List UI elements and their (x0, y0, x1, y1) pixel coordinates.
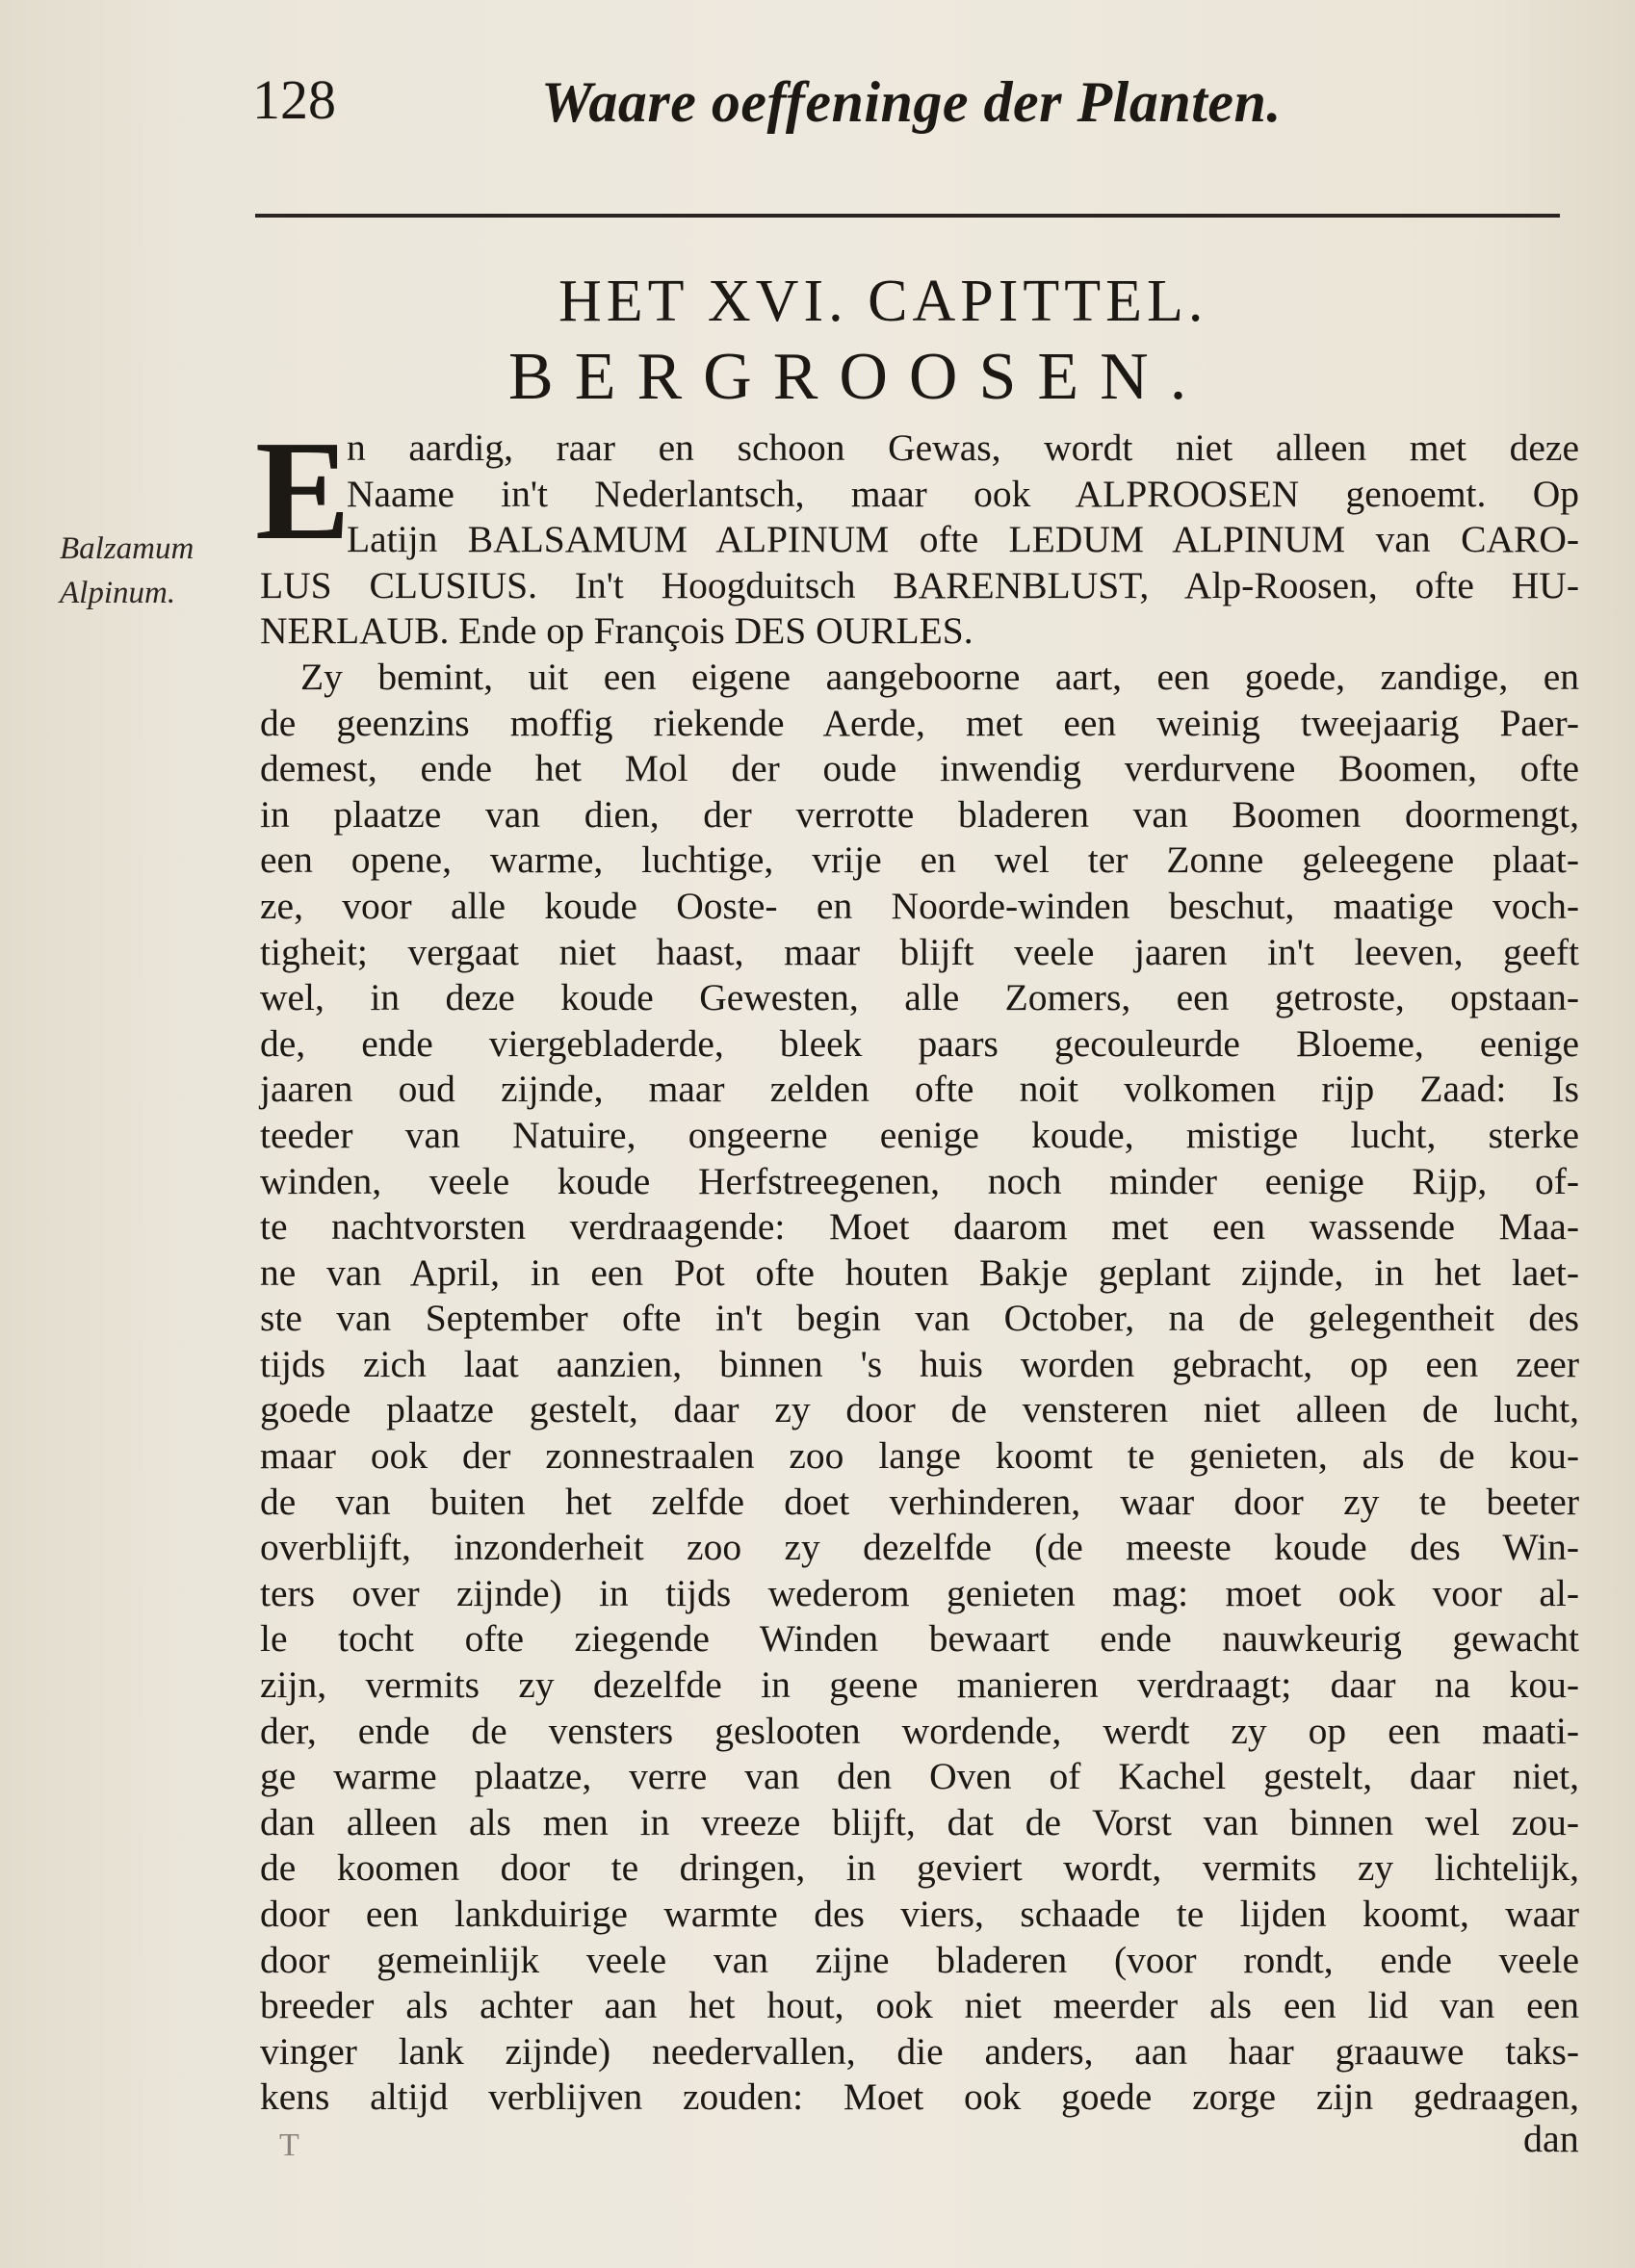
text-line: door een lankduirige warmte des viers, schaade te lijden koomt, waar (260, 1893, 1579, 1935)
text-line: Latijn BALSAMUM ALPINUM ofte LEDUM ALPINUM van CARO- (347, 518, 1579, 561)
text-line: goede plaatze gestelt, daar zy door de vensteren niet alleen de lucht, (260, 1388, 1579, 1431)
chapter-heading: HET XVI. CAPITTEL. (558, 269, 1208, 334)
text-line: vinger lank zijnde) needervallen, die anders, aan haar graauwe taks- (260, 2029, 1579, 2073)
text-line: n aardig, raar en schoon Gewas, wordt niet alleen met deze (347, 426, 1579, 469)
text-line: ge warme plaatze, verre van den Oven of Kachel gestelt, daar niet, (260, 1755, 1579, 1798)
margin-note: Balzamum (60, 531, 195, 566)
text-line: LUS CLUSIUS. In't Hoogduitsch BARENBLUST, Alp-Roosen, ofte HU- (260, 563, 1579, 606)
text-line: door gemeinlijk veele van zijne bladeren (voor rondt, ende veele (260, 1938, 1579, 1981)
drop-cap: E (255, 412, 350, 570)
text-line: der, ende de vensters geslooten wordende, werdt zy op een maati- (260, 1709, 1579, 1752)
text-line: teeder van Natuire, ongeerne eenige koude, mistige lucht, sterke (260, 1113, 1579, 1156)
text-line: dan alleen als men in vreeze blijft, dat de Vorst van binnen wel zou- (260, 1800, 1579, 1843)
text-line: een opene, warme, luchtige, vrije en wel ter Zonne geleegene plaat- (260, 838, 1579, 882)
text-line: ters over zijnde) in tijds wederom genieten mag: moet ook voor al- (260, 1571, 1579, 1614)
text-line: NERLAUB. Ende op François DES OURLES. (260, 609, 973, 653)
catchword: dan (1523, 2117, 1579, 2160)
page-number: 128 (252, 68, 336, 131)
text-line: kens altijd verblijven zouden: Moet ook goede zorge zijn gedraagen, (260, 2075, 1579, 2119)
text-line: breeder als achter aan het hout, ook niet meerder als een lid van een (260, 1984, 1579, 2027)
text-line: tijds zich laat aanzien, binnen 's huis worden gebracht, op een zeer (260, 1342, 1579, 1385)
text-line: de, ende viergebladerde, bleek paars gecouleurde Bloeme, eenige (260, 1021, 1579, 1065)
text-line: zijn, vermits zy dezelfde in geene manieren verdraagt; daar na kou- (260, 1663, 1579, 1707)
text-line: ze, voor alle koude Ooste- en Noorde-winden beschut, maatige voch- (260, 884, 1579, 927)
text-line: le tocht ofte ziegende Winden bewaart ende nauwkeurig gewacht (260, 1617, 1579, 1661)
text-line: jaaren oud zijnde, maar zelden ofte noit volkomen rijp Zaad: Is (260, 1068, 1579, 1111)
text-line: tigheit; vergaat niet haast, maar blijft veele jaaren in't leeven, geeft (260, 930, 1579, 973)
text-line: overblijft, inzonderheit zoo zy dezelfde (de meeste koude des Win- (260, 1526, 1579, 1569)
text-line: ste van September ofte in't begin van October, na de gelegentheit des (260, 1297, 1579, 1340)
text-line: winden, veele koude Herfstreegenen, noch minder eenige Rijp, of- (260, 1159, 1579, 1202)
page-header (252, 67, 1562, 144)
text-line: ne van April, in een Pot ofte houten Bakje geplant zijnde, in het laet- (260, 1250, 1579, 1294)
margin-note: Alpinum. (60, 576, 176, 610)
body-text (260, 425, 1579, 2121)
text-line: te nachtvorsten verdraagende: Moet daarom met een wassende Maa- (260, 1205, 1579, 1249)
header-rule (255, 214, 1560, 218)
running-title: Waare oeffeninge der Planten. (541, 70, 1282, 134)
chapter-title: BERGROOSEN. (508, 340, 1208, 414)
text-line: maar ook der zonnestraalen zoo lange koomt te genieten, als de kou- (260, 1434, 1579, 1478)
text-line: Zy bemint, uit een eigene aangeboorne aart, een goede, zandige, en (300, 655, 1579, 698)
text-line: demest, ende het Mol der oude inwendig verdurvene Boomen, ofte (260, 747, 1579, 790)
text-line: de van buiten het zelfde doet verhinderen, waar door zy te beeter (260, 1480, 1579, 1523)
signature-mark: T (279, 2127, 299, 2163)
text-line: de geenzins moffig riekende Aerde, met een weinig tweejaarig Paer- (260, 701, 1579, 744)
text-line: wel, in deze koude Gewesten, alle Zomers, een getroste, opstaan- (260, 976, 1579, 1019)
text-line: de koomen door te dringen, in geviert wordt, vermits zy lichtelijk, (260, 1846, 1579, 1890)
text-line: in plaatze van dien, der verrotte bladeren van Boomen doormengt, (260, 792, 1579, 836)
text-line: Naame in't Nederlantsch, maar ook ALPROOSEN genoemt. Op (347, 472, 1579, 515)
